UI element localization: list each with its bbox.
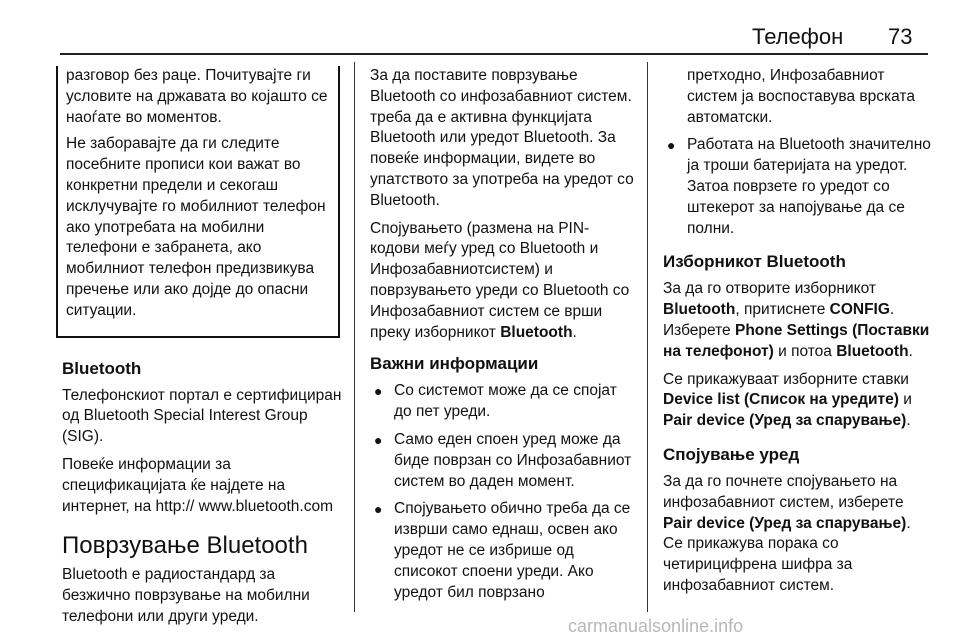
bullet-icon: ● <box>667 137 676 154</box>
watermark: carmanualsonline.info <box>568 616 744 636</box>
paragraph: За да го почнете спојувањето на инфозабавниот систем, изберете Pair device (Уред за спарување). Се прикажува порака со четирицифрена шифра за инфозабавниот систем. <box>663 472 911 594</box>
column-middle <box>370 66 638 610</box>
warning-box <box>56 66 340 338</box>
section-heading-pairing: Спојување уред <box>663 444 800 464</box>
chapter-title: Телефон <box>752 24 844 49</box>
paragraph: За да поставите поврзување Bluetooth со инфозабавниот систем. треба да е активна функцијата Bluetooth или уредот Bluetooth. За повеќе информации, видете во упатството за употреба на уредот со Bluetooth. <box>370 67 634 209</box>
section-heading-connect: Поврзување Bluetooth <box>62 532 308 560</box>
bullet-list <box>663 135 933 239</box>
section-heading-important: Важни информации <box>370 354 539 374</box>
column-divider <box>354 62 355 612</box>
header-rule <box>60 53 928 55</box>
section-heading-menu: Изборникот Bluetooth <box>663 252 846 272</box>
page-number: 73 <box>888 24 913 49</box>
column-right <box>663 66 933 604</box>
bullet-icon: ● <box>374 501 383 518</box>
paragraph: Bluetooth е радиостандард за безжично поврзување на мобилни телефони или други уреди. <box>62 566 310 625</box>
list-item: ● Само еден споен уред може да биде поврзан со Инфозабавниот систем во даден момент. <box>374 430 632 490</box>
paragraph: За да го отворите изборникот Bluetooth, притиснете CONFIG. Изберете Phone Settings (Поставки на телефонот) и потоа Bluetooth. <box>663 280 930 360</box>
list-item: ● Со системот може да се спојат до пет уреди. <box>374 382 617 421</box>
paragraph: Повеќе информации за спецификацијата ќе најдете на интернет, на http:// www.bluetooth.com <box>62 455 334 515</box>
menu-name: Bluetooth <box>500 323 573 341</box>
bullet-icon: ● <box>374 383 383 400</box>
column-divider <box>647 62 648 612</box>
warning-paragraph: разговор без раце. Почитувајте ги условите на државата во којашто се наоѓате во моментов. <box>66 67 328 126</box>
paragraph: Телефонскиот портал е сертифициран од Bluetooth Special Interest Group (SIG). <box>62 386 342 446</box>
list-item: ● Работата на Bluetooth значително ја троши батеријата на уредот. Затоа поврзете го уредот со штекерот за напојување да се полни. <box>667 136 931 237</box>
paragraph: Спојувањето (размена на PIN-кодови меѓу уред со Bluetooth и Инфозабавниотсистем) и поврзувањето уреди со Bluetooth со Инфозабавниот систем се врши преку изборникот Bluetooth. <box>370 219 630 341</box>
list-item: ● Спојувањето обично треба да се изврши само еднаш, освен ако уредот не се избрише од списокот споени уреди. Ако уредот бил поврзано <box>374 500 631 601</box>
paragraph: претходно, Инфозабавниот систем ја воспоставува врската автоматски. <box>687 67 915 126</box>
column-left <box>62 66 342 635</box>
section-heading-bluetooth: Bluetooth <box>62 358 142 378</box>
bullet-list <box>370 381 638 603</box>
paragraph: Се прикажуваат изборните ставки Device list (Список на уредите) и Pair device (Уред за спарување). <box>663 370 912 430</box>
bullet-icon: ● <box>374 431 383 448</box>
warning-paragraph: Не заборавајте да ги следите посебните прописи кои важат во конкретни предели и секогаш исклучувајте го мобилниот телефон ако употребата на мобилни телефони е забранета, ако мобилниот телефон предизвикува пречење или ако дојде до опасни ситуации. <box>66 135 326 319</box>
